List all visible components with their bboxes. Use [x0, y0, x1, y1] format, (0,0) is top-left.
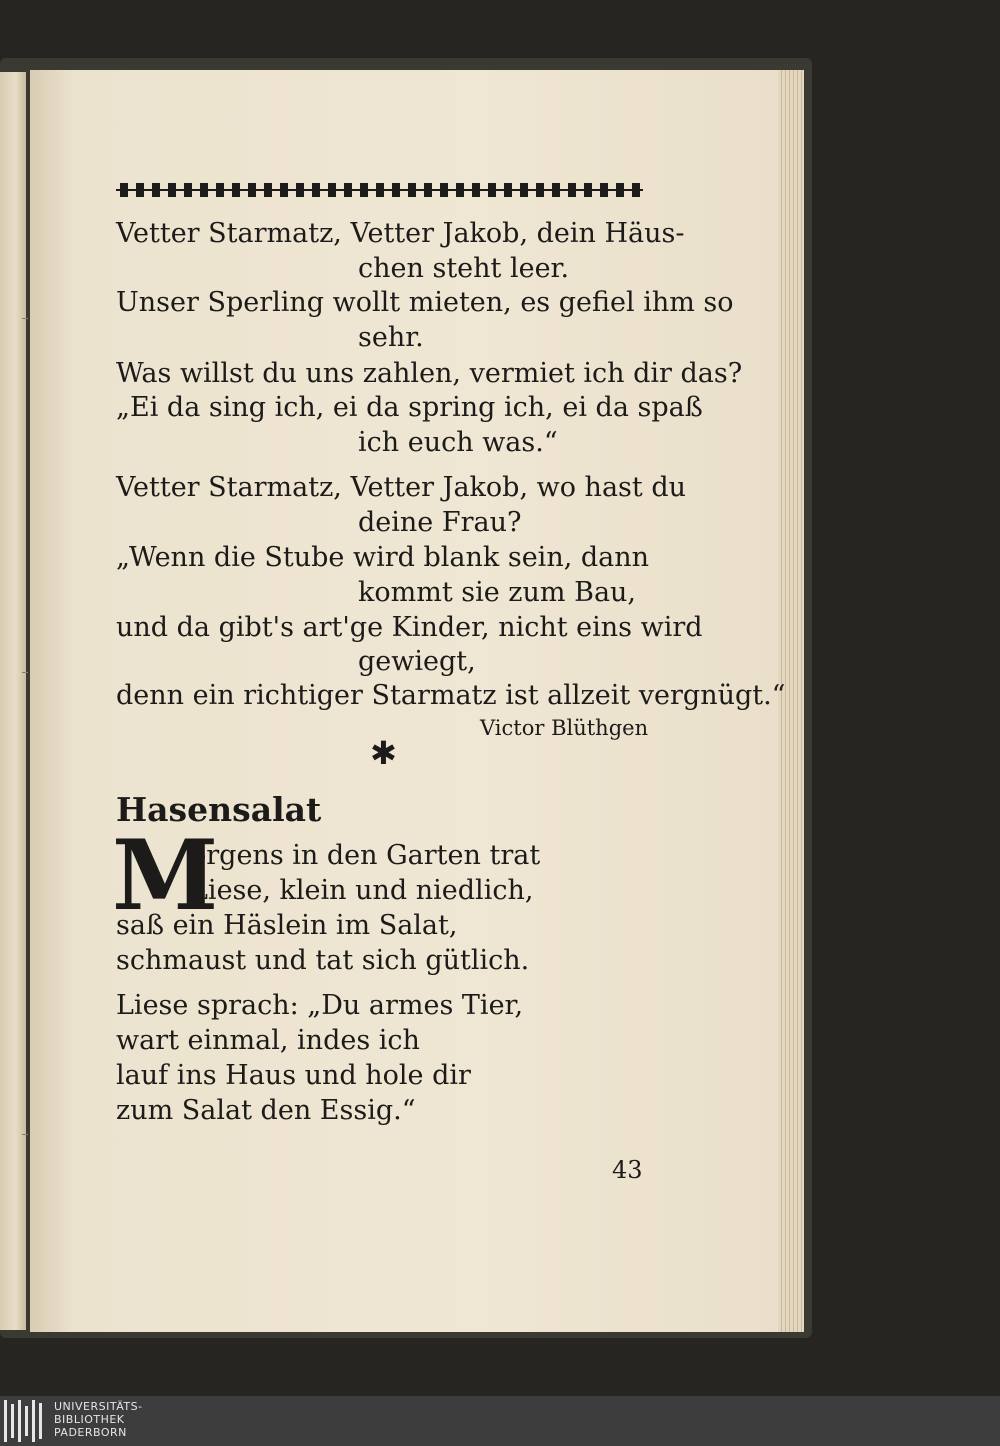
poem-line: Liese, klein und niedlich,	[190, 875, 534, 906]
library-logo-text	[54, 1400, 143, 1439]
poem-line: chen steht leer.	[358, 253, 570, 284]
poem-line: deine Frau?	[358, 507, 522, 538]
poem-line: Vetter Starmatz, Vetter Jakob, wo hast du	[116, 472, 687, 503]
binding-stitch	[22, 1134, 28, 1135]
poem-line: Unser Sperling wollt mieten, es gefiel ihm so	[116, 287, 734, 318]
poem-line: lauf ins Haus und hole dir	[116, 1060, 471, 1091]
poem-line: Was willst du uns zahlen, vermiet ich dir das?	[116, 358, 743, 389]
poem-line: gewiegt,	[358, 646, 476, 677]
logo-line: BIBLIOTHEK	[54, 1413, 125, 1426]
poem-author: Victor Blüthgen	[480, 716, 649, 740]
poem-line: wart einmal, indes ich	[116, 1025, 420, 1056]
poem-line: sehr.	[358, 322, 424, 353]
binding-stitch	[22, 672, 28, 673]
library-logo-icon	[4, 1400, 48, 1442]
drop-capital: M	[112, 819, 219, 932]
poem-line: „Ei da sing ich, ei da spring ich, ei da spaß	[116, 392, 703, 423]
poem-line: Vetter Starmatz, Vetter Jakob, dein Häus-	[116, 218, 685, 249]
poem-line: zum Salat den Essig.“	[116, 1095, 416, 1126]
library-footer	[0, 1396, 1000, 1446]
logo-line: UNIVERSITÄTS-	[54, 1400, 143, 1413]
left-page-edge	[0, 72, 26, 1330]
poem-line: orgens in den Garten trat	[190, 840, 541, 871]
poem-title: Hasensalat	[116, 790, 322, 829]
poem-line: ich euch was.“	[358, 427, 558, 458]
poem-line: saß ein Häslein im Salat,	[116, 910, 458, 941]
poem-line: schmaust und tat sich gütlich.	[116, 945, 530, 976]
poem-line: kommt sie zum Bau,	[358, 577, 637, 608]
page-number: 43	[612, 1156, 643, 1184]
ornamental-rule	[116, 183, 643, 197]
poem-line: und da gibt's art'ge Kinder, nicht eins wird	[116, 612, 703, 643]
asterisk-separator: ✱	[370, 734, 397, 772]
poem-line: denn ein richtiger Starmatz ist allzeit vergnügt.“	[116, 680, 786, 711]
binding-stitch	[22, 318, 28, 319]
poem-line: Liese sprach: „Du armes Tier,	[116, 990, 524, 1021]
poem-line: „Wenn die Stube wird blank sein, dann	[116, 542, 650, 573]
logo-line: PADERBORN	[54, 1426, 127, 1439]
